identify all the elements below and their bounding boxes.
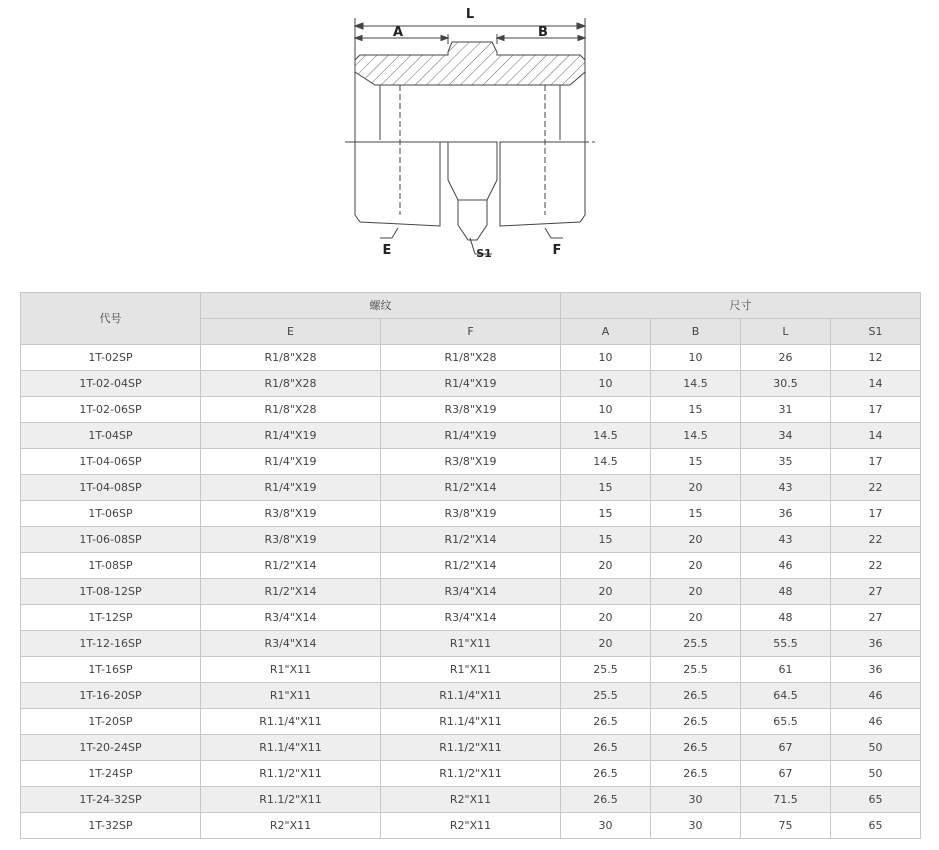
table-row (21, 553, 921, 579)
cell-thread-e: R1"X11 (201, 683, 381, 709)
cell-size-b: 26.5 (651, 761, 741, 787)
cell-size-s1: 27 (831, 579, 921, 605)
cell-size-l: 43 (741, 527, 831, 553)
cell-size-b: 26.5 (651, 735, 741, 761)
cell-size-b: 20 (651, 553, 741, 579)
cell-size-s1: 36 (831, 657, 921, 683)
cell-thread-e: R1.1/4"X11 (201, 735, 381, 761)
cell-size-s1: 17 (831, 397, 921, 423)
cell-thread-e: R1"X11 (201, 657, 381, 683)
cell-size-b: 25.5 (651, 631, 741, 657)
header-code: 代号 (21, 293, 201, 345)
cell-size-a: 14.5 (561, 423, 651, 449)
cell-size-b: 14.5 (651, 423, 741, 449)
cell-code: 1T-02SP (21, 345, 201, 371)
cell-size-b: 20 (651, 605, 741, 631)
cell-thread-e: R1/4"X19 (201, 423, 381, 449)
cell-size-a: 10 (561, 345, 651, 371)
header-b: B (651, 319, 741, 345)
cell-code: 1T-20-24SP (21, 735, 201, 761)
cell-size-a: 25.5 (561, 657, 651, 683)
cell-thread-e: R1/2"X14 (201, 579, 381, 605)
cell-code: 1T-32SP (21, 813, 201, 839)
cell-code: 1T-24SP (21, 761, 201, 787)
cell-thread-f: R1.1/2"X11 (381, 761, 561, 787)
cell-thread-f: R2"X11 (381, 813, 561, 839)
table-row (21, 501, 921, 527)
cell-code: 1T-12SP (21, 605, 201, 631)
cell-size-b: 26.5 (651, 683, 741, 709)
cell-thread-e: R3/4"X14 (201, 605, 381, 631)
cell-size-b: 15 (651, 449, 741, 475)
table-row (21, 683, 921, 709)
cell-size-s1: 17 (831, 449, 921, 475)
cell-size-a: 15 (561, 475, 651, 501)
cell-size-s1: 14 (831, 423, 921, 449)
header-e: E (201, 319, 381, 345)
cell-code: 1T-08-12SP (21, 579, 201, 605)
cell-size-l: 71.5 (741, 787, 831, 813)
cell-size-a: 14.5 (561, 449, 651, 475)
cell-size-s1: 12 (831, 345, 921, 371)
dim-label-l: L (465, 7, 475, 22)
cell-size-s1: 50 (831, 735, 921, 761)
cell-size-l: 48 (741, 605, 831, 631)
cell-size-s1: 50 (831, 761, 921, 787)
cell-thread-f: R3/8"X19 (381, 397, 561, 423)
cell-size-s1: 27 (831, 605, 921, 631)
cell-size-l: 35 (741, 449, 831, 475)
cell-size-l: 31 (741, 397, 831, 423)
cell-size-a: 26.5 (561, 787, 651, 813)
table-row (21, 787, 921, 813)
cell-size-s1: 46 (831, 709, 921, 735)
cell-size-s1: 22 (831, 553, 921, 579)
cell-code: 1T-20SP (21, 709, 201, 735)
cell-size-l: 43 (741, 475, 831, 501)
header-l: L (741, 319, 831, 345)
cell-code: 1T-06SP (21, 501, 201, 527)
cell-size-s1: 14 (831, 371, 921, 397)
cell-code: 1T-04-08SP (21, 475, 201, 501)
cell-size-a: 15 (561, 501, 651, 527)
cell-thread-f: R3/4"X14 (381, 605, 561, 631)
cell-size-l: 30.5 (741, 371, 831, 397)
cell-thread-f: R1.1/4"X11 (381, 709, 561, 735)
cell-size-l: 61 (741, 657, 831, 683)
cell-thread-f: R1/2"X14 (381, 553, 561, 579)
cell-size-l: 26 (741, 345, 831, 371)
table-row (21, 657, 921, 683)
cell-size-l: 67 (741, 761, 831, 787)
cell-thread-f: R1.1/4"X11 (381, 683, 561, 709)
cell-size-a: 20 (561, 631, 651, 657)
table-row (21, 709, 921, 735)
cell-size-a: 30 (561, 813, 651, 839)
cell-thread-f: R1.1/2"X11 (381, 735, 561, 761)
cell-code: 1T-16-20SP (21, 683, 201, 709)
cell-size-l: 48 (741, 579, 831, 605)
table-row (21, 527, 921, 553)
cell-size-b: 20 (651, 579, 741, 605)
table-row (21, 423, 921, 449)
cell-thread-e: R1/8"X28 (201, 345, 381, 371)
header-thread: 螺纹 (201, 293, 561, 319)
cell-size-b: 30 (651, 787, 741, 813)
cell-code: 1T-02-06SP (21, 397, 201, 423)
cell-size-s1: 22 (831, 475, 921, 501)
cell-size-a: 10 (561, 371, 651, 397)
dim-label-e: E (382, 243, 392, 258)
header-size: 尺寸 (561, 293, 921, 319)
cell-thread-e: R1.1/2"X11 (201, 787, 381, 813)
table-row (21, 631, 921, 657)
cell-size-a: 25.5 (561, 683, 651, 709)
table-row (21, 345, 921, 371)
table-row (21, 449, 921, 475)
cell-thread-e: R1/4"X19 (201, 475, 381, 501)
cell-size-a: 10 (561, 397, 651, 423)
table-row (21, 813, 921, 839)
cell-size-l: 75 (741, 813, 831, 839)
cell-size-l: 67 (741, 735, 831, 761)
cell-code: 1T-16SP (21, 657, 201, 683)
table-row (21, 371, 921, 397)
cell-code: 1T-04-06SP (21, 449, 201, 475)
header-s1: S1 (831, 319, 921, 345)
table-row (21, 735, 921, 761)
cell-thread-e: R3/4"X14 (201, 631, 381, 657)
cell-size-b: 25.5 (651, 657, 741, 683)
cell-thread-e: R1/2"X14 (201, 553, 381, 579)
cell-size-s1: 65 (831, 787, 921, 813)
cell-thread-e: R3/8"X19 (201, 527, 381, 553)
cell-size-l: 65.5 (741, 709, 831, 735)
cell-code: 1T-06-08SP (21, 527, 201, 553)
cell-size-b: 26.5 (651, 709, 741, 735)
cell-size-l: 64.5 (741, 683, 831, 709)
cell-size-s1: 17 (831, 501, 921, 527)
table-row (21, 579, 921, 605)
cell-size-b: 15 (651, 501, 741, 527)
cell-thread-f: R1/2"X14 (381, 527, 561, 553)
cell-size-b: 15 (651, 397, 741, 423)
table-row (21, 397, 921, 423)
cell-size-b: 14.5 (651, 371, 741, 397)
cell-code: 1T-04SP (21, 423, 201, 449)
cell-thread-e: R2"X11 (201, 813, 381, 839)
cell-size-a: 26.5 (561, 735, 651, 761)
header-a: A (561, 319, 651, 345)
dim-label-f: F (552, 243, 562, 258)
cell-size-a: 20 (561, 553, 651, 579)
header-f: F (381, 319, 561, 345)
spec-table (20, 292, 921, 839)
cell-thread-e: R1.1/4"X11 (201, 709, 381, 735)
cell-size-b: 10 (651, 345, 741, 371)
table-row (21, 605, 921, 631)
cell-thread-f: R2"X11 (381, 787, 561, 813)
cell-thread-f: R1/8"X28 (381, 345, 561, 371)
cell-thread-f: R1"X11 (381, 631, 561, 657)
cell-thread-f: R1/2"X14 (381, 475, 561, 501)
cell-size-a: 26.5 (561, 709, 651, 735)
cell-size-s1: 36 (831, 631, 921, 657)
cell-code: 1T-12-16SP (21, 631, 201, 657)
cell-size-b: 20 (651, 475, 741, 501)
cell-thread-e: R1/8"X28 (201, 371, 381, 397)
cell-thread-f: R3/8"X19 (381, 501, 561, 527)
cell-size-a: 15 (561, 527, 651, 553)
cell-thread-f: R3/4"X14 (381, 579, 561, 605)
cell-size-l: 46 (741, 553, 831, 579)
cell-thread-e: R1.1/2"X11 (201, 761, 381, 787)
cell-thread-e: R3/8"X19 (201, 501, 381, 527)
dim-label-s1: S1 (476, 247, 492, 260)
cell-size-l: 34 (741, 423, 831, 449)
cell-thread-f: R1/4"X19 (381, 371, 561, 397)
cell-size-b: 20 (651, 527, 741, 553)
cell-code: 1T-08SP (21, 553, 201, 579)
cell-size-l: 55.5 (741, 631, 831, 657)
cell-size-s1: 22 (831, 527, 921, 553)
cell-thread-e: R1/8"X28 (201, 397, 381, 423)
cell-size-s1: 46 (831, 683, 921, 709)
dim-label-b: B (538, 25, 548, 40)
cell-size-l: 36 (741, 501, 831, 527)
cell-thread-e: R1/4"X19 (201, 449, 381, 475)
cell-size-a: 20 (561, 605, 651, 631)
dim-label-a: A (392, 25, 404, 40)
cell-size-a: 20 (561, 579, 651, 605)
cell-code: 1T-02-04SP (21, 371, 201, 397)
cell-code: 1T-24-32SP (21, 787, 201, 813)
cell-thread-f: R1/4"X19 (381, 423, 561, 449)
fitting-drawing (330, 0, 610, 270)
cell-thread-f: R1"X11 (381, 657, 561, 683)
cell-thread-f: R3/8"X19 (381, 449, 561, 475)
table-row (21, 761, 921, 787)
hex-nipple-diagram (330, 0, 610, 270)
cell-size-b: 30 (651, 813, 741, 839)
header-row-group (21, 293, 921, 319)
table-row (21, 475, 921, 501)
cell-size-a: 26.5 (561, 761, 651, 787)
cell-size-s1: 65 (831, 813, 921, 839)
